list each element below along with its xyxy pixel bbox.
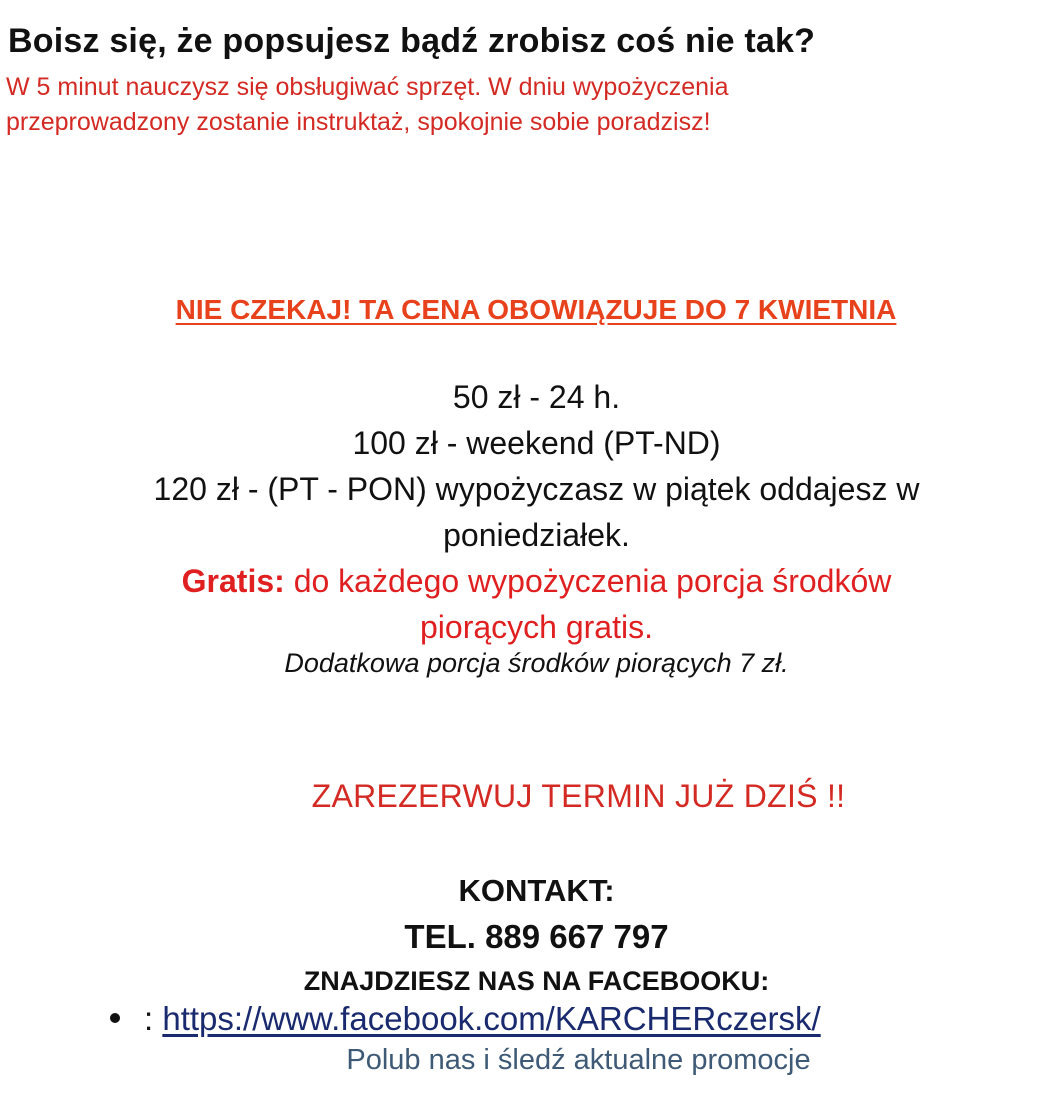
- intro-line-1: W 5 minut nauczysz się obsługiwać sprzęt. W dniu wypożyczenia: [6, 73, 729, 101]
- price-24h: 50 zł - 24 h.: [452, 379, 621, 415]
- bullet-icon: [110, 1013, 120, 1023]
- intro-text: [6, 70, 1036, 140]
- price-fri-mon: 120 zł - (PT - PON) wypożyczasz w piątek oddajesz w: [153, 471, 920, 507]
- gratis-label: Gratis:: [181, 563, 285, 599]
- price-list: [0, 374, 1047, 558]
- facebook-prefix: :: [144, 1000, 163, 1037]
- page-heading: Boisz się, że popsujesz bądź zrobisz coś nie tak?: [8, 22, 816, 60]
- intro-line-2: przeprowadzony zostanie instruktaż, spokojnie sobie poradzisz!: [6, 108, 711, 136]
- facebook-link[interactable]: https://www.facebook.com/KARCHERczersk/: [162, 1000, 821, 1037]
- price-weekend: 100 zł - weekend (PT-ND): [352, 425, 721, 461]
- price-fri-mon-continued: poniedziałek.: [443, 517, 630, 553]
- follow-note: Polub nas i śledź aktualne promocje: [346, 1044, 811, 1076]
- facebook-list-item: [110, 1000, 821, 1038]
- gratis-line-1: [0, 558, 1047, 604]
- reserve-callout: ZAREZERWUJ TERMIN JUŻ DZIŚ !!: [311, 778, 846, 814]
- contact-phone: TEL. 889 667 797: [404, 918, 669, 955]
- promo-banner: NIE CZEKAJ! TA CENA OBOWIĄZUJE DO 7 KWIETNIA: [175, 294, 897, 325]
- facebook-heading: ZNAJDZIESZ NAS NA FACEBOOKU:: [303, 966, 770, 996]
- contact-block: [0, 868, 1047, 1001]
- gratis-text-1: do każdego wypożyczenia porcja środków: [284, 563, 892, 599]
- gratis-line-2: piorących gratis.: [420, 609, 653, 645]
- extra-detergent-note: Dodatkowa porcja środków piorących 7 zł.: [284, 648, 789, 678]
- contact-title: KONTAKT:: [458, 873, 615, 908]
- gratis-offer: [0, 558, 1047, 650]
